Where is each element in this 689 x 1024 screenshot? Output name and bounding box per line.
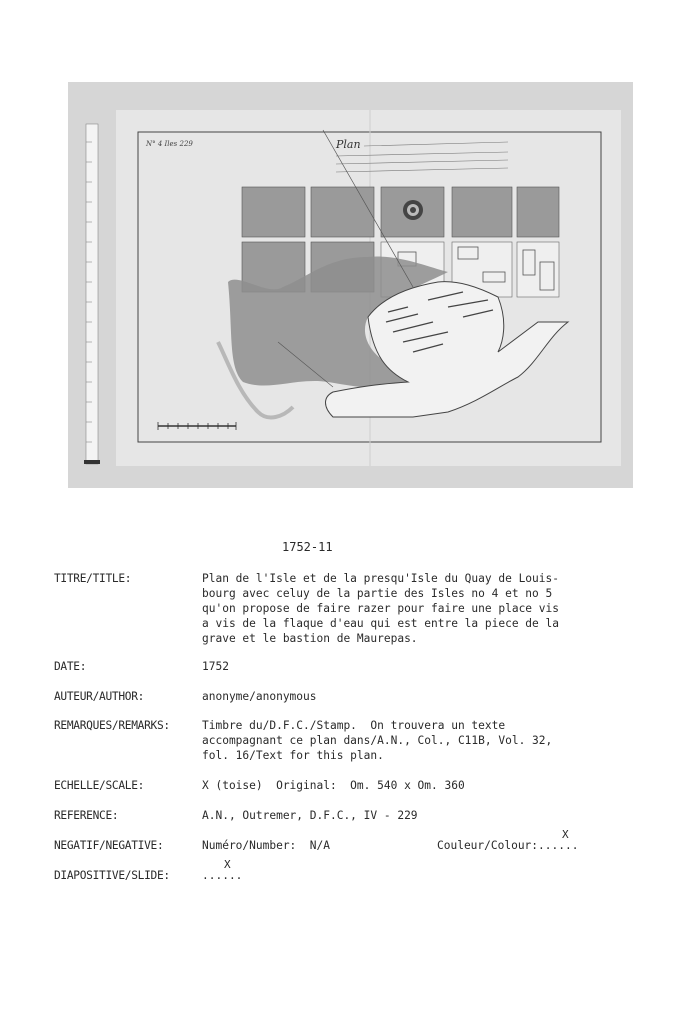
reference-label: REFERENCE: (54, 809, 119, 822)
negative-label: NEGATIF/NEGATIVE: (54, 839, 164, 852)
author-value: anonyme/anonymous (202, 690, 317, 703)
reference-value: A.N., Outremer, D.F.C., IV - 229 (202, 809, 418, 822)
colour-mark: X (562, 828, 569, 841)
scale-label: ECHELLE/SCALE: (54, 779, 145, 792)
colour-value: ...... (538, 839, 579, 852)
title-label: TITRE/TITLE: (54, 572, 132, 585)
slide-label: DIAPOSITIVE/SLIDE: (54, 869, 170, 882)
author-label: AUTEUR/AUTHOR: (54, 690, 145, 703)
date-label: DATE: (54, 660, 87, 673)
title-value: Plan de l'Isle et de la presqu'Isle du Quay de Louis- bourg avec celuy de la partie des Isles no 4 et no 5 qu'on propose de faire razer pour faire une place vis a vis de la flaque d'eau qui est entre la piece de la grave et le bastion de Maurepas. (202, 572, 559, 645)
colour-field (437, 838, 578, 853)
negative-value: Numéro/Number: N/A (202, 839, 330, 852)
plan-title-handwritten: Plan (336, 138, 361, 151)
map-label-top-left: N° 4 Iles 229 (146, 140, 193, 148)
remarks-value: Timbre du/D.F.C./Stamp. On trouvera un texte accompagnant ce plan dans/A.N., Col., C11B, Vol. 32, fol. 16/Text for this plan. (202, 719, 553, 762)
date-value: 1752 (202, 660, 229, 673)
slide-value: ...... (202, 869, 243, 882)
slide-mark: X (224, 858, 231, 871)
scale-value: X (toise) Original: Om. 540 x Om. 360 (202, 779, 465, 792)
map-photograph (68, 82, 633, 488)
colour-label: Couleur/Colour: (437, 839, 539, 852)
remarks-label: REMARQUES/REMARKS: (54, 719, 170, 732)
document-number: 1752-11 (282, 540, 333, 554)
